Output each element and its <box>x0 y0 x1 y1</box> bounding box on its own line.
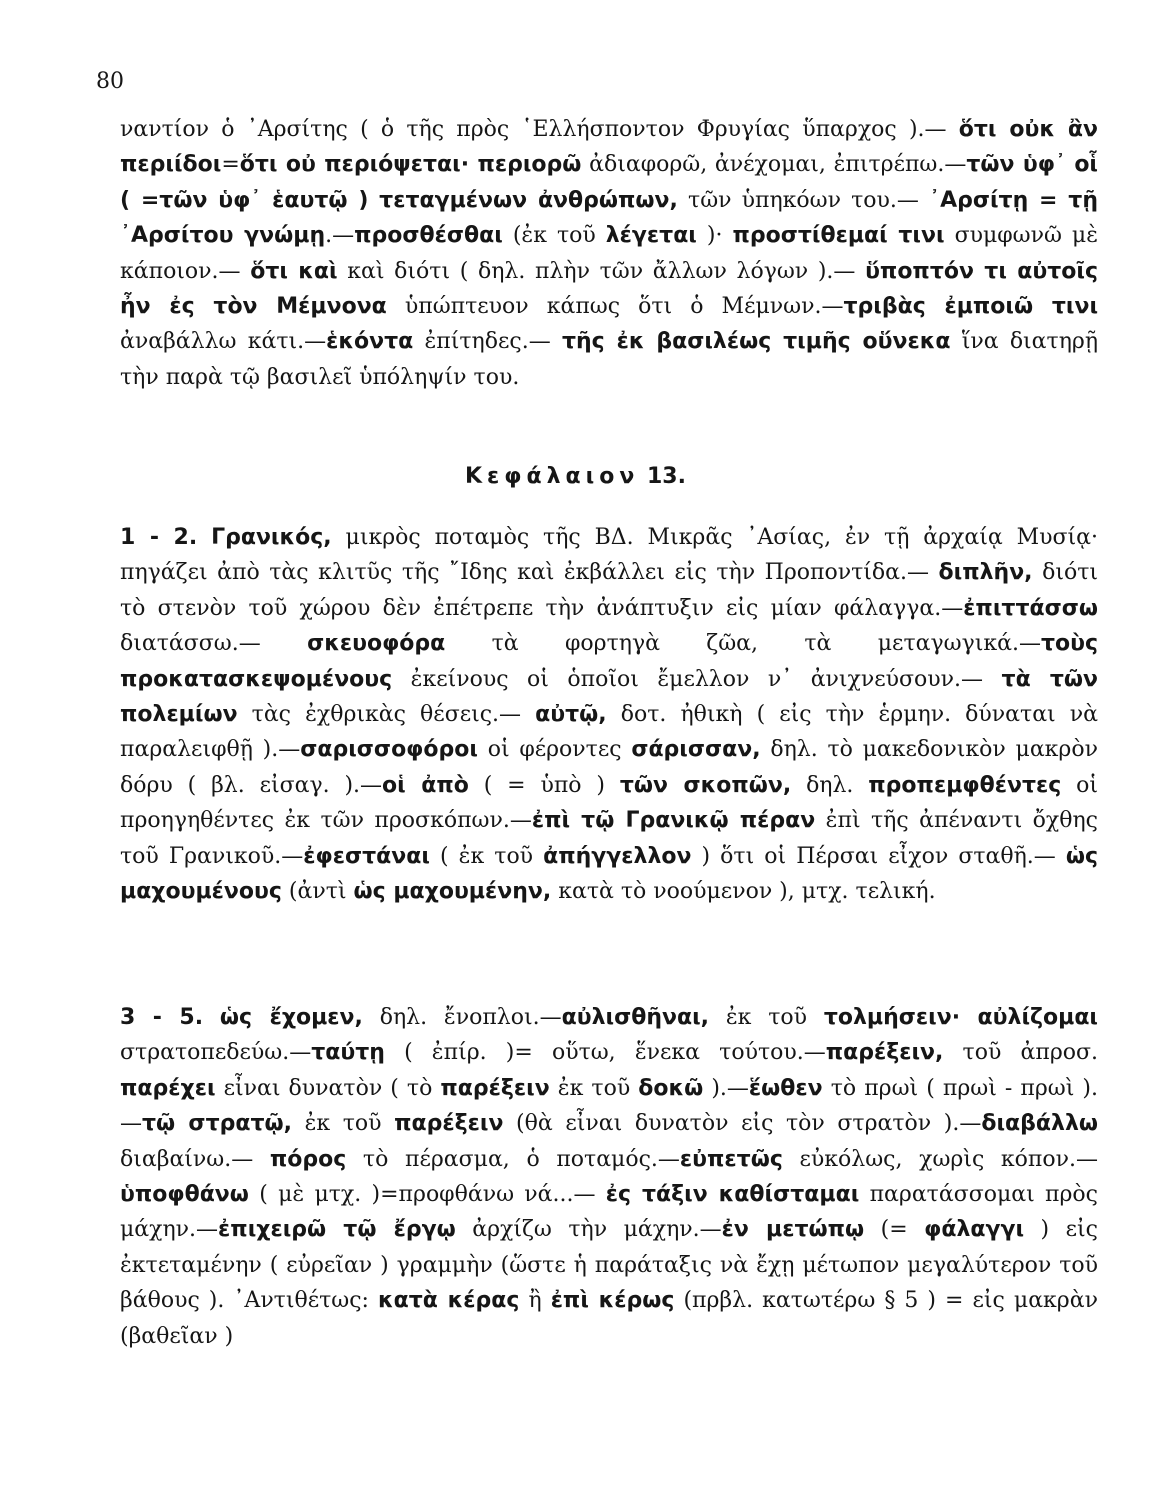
lemma: τῆς ἐκ βασιλέως τιμῆς οὕνεκα <box>561 329 951 355</box>
text: οἱ προηγηθέντες ἐκ τῶν προσκόπων.— <box>120 772 1098 834</box>
text: τῶν ὑπηκόων του.— <box>677 187 930 213</box>
lemma: ἐφεστάναι <box>303 843 430 869</box>
text: ὑπώπτευον κάπως ὅτι ὁ Μέμνων.— <box>386 294 844 320</box>
text: ἀρχίζω τὴν μάχην.— <box>455 1217 722 1243</box>
lemma: σκευοφόρα <box>307 631 446 657</box>
text: )· <box>696 223 733 249</box>
lemma: προπεμφθέντες <box>868 772 1062 798</box>
lemma: φάλαγγι <box>924 1217 1025 1243</box>
lemma: οἱ ἀπὸ <box>382 772 469 798</box>
text: κατὰ τὸ νοούμενον ), μτχ. τελική. <box>551 879 936 905</box>
lemma: εὐπετῶς <box>679 1146 783 1172</box>
lemma: σαρισσοφόροι <box>300 737 478 763</box>
text: διότι τὸ στενὸν τοῦ χώρου δὲν ἐπέτρεπε τὴν ἀνάπτυξιν εἰς μίαν φάλαγγα.— <box>120 560 1098 621</box>
text: ) εἰς ἐκτεταμένην ( εὐρεῖαν ) γραμμὴν (ὥστε ἡ παράταξις νὰ ἔχῃ μέτωπον μεγαλύτερον τοῦ βάθους ). ᾽Αντιθέτως: <box>120 1217 1098 1314</box>
text: (πρβλ. κατωτέρω § 5 ) = εἰς μακρὰν (βαθεῖαν ) <box>120 1288 1098 1349</box>
lemma: ᾽Αρσίτῃ = τῇ ᾽Αρσίτου γνώμῃ <box>120 187 1098 249</box>
text: ἀναβάλλω κάτι.— <box>120 329 327 355</box>
text: στρατοπεδεύω.— <box>120 1040 312 1066</box>
text: ).— <box>703 1075 749 1101</box>
lemma: ἀπήγγελλον <box>543 843 692 869</box>
lemma: τὰ τῶν πολεμίων <box>120 666 1098 728</box>
text: = <box>221 152 240 178</box>
text: δηλ. <box>791 772 869 798</box>
lemma: πόρος <box>269 1146 347 1172</box>
text: ἵνα διατηρῇ τὴν παρὰ τῷ βασιλεῖ ὑπόληψίν του. <box>120 329 1099 390</box>
text: παρατάσσομαι πρὸς μάχην.— <box>120 1182 1098 1243</box>
lemma: ἐπιχειρῶ τῷ ἔργῳ <box>218 1217 456 1243</box>
text: τὰ φορτηγὰ ζῶα, τὰ μεταγωγικά.— <box>445 631 1041 657</box>
lemma: διαβάλλω <box>981 1111 1098 1137</box>
text: .— <box>325 223 355 249</box>
page-number: 80 <box>96 69 124 94</box>
text: ἀδιαφορῶ, ἀνέχομαι, ἐπιτρέπω.— <box>581 152 967 178</box>
lemma: ἕωθεν <box>748 1075 823 1101</box>
text: δηλ. τὸ μακεδονικὸν μακρὸν δόρυ ( βλ. εἰσαγ. ).— <box>120 737 1098 798</box>
text: μικρὸς ποταμὸς τῆς ΒΔ. Μικρᾶς ᾽Ασίας, ἐν τῇ ἀρχαίᾳ Μυσίᾳ· πηγάζει ἀπὸ τὰς κλιτῦς τῆς ῎Ιδης καὶ ἐκβάλλει εἰς τὴν Προποντίδα.— <box>120 525 1098 586</box>
text: εὐκόλως, χωρὶς κόπον.— <box>782 1146 1098 1172</box>
lemma: ὅτι οὐκ ἂν περιίδοι <box>120 117 1098 178</box>
lemma: τολμήσειν· αὐλίζομαι <box>823 1005 1099 1030</box>
lemma: παρέξειν <box>440 1075 550 1101</box>
text: εἶναι δυνατὸν ( τὸ <box>215 1075 441 1101</box>
paragraph-sections-1-2 <box>120 520 1098 909</box>
paragraph-sections-3-5 <box>120 1000 1098 1354</box>
section-number: 1 - 2. <box>120 525 198 550</box>
text: διαβαίνω.— <box>120 1146 270 1172</box>
text: τὸ πέρασμα, ὁ ποταμός.— <box>346 1146 680 1172</box>
text <box>197 525 211 550</box>
lemma: τῷ στρατῷ, <box>142 1111 292 1137</box>
section-number: 3 - 5. <box>120 1005 204 1030</box>
text: τὰς ἐχθρικὰς θέσεις.— <box>237 702 536 728</box>
text <box>203 1005 220 1030</box>
lemma: ὡς μαχουμένην, <box>353 879 552 905</box>
lemma: ἐπιττάσσω <box>963 595 1098 621</box>
text: ἐπὶ τῆς ἀπέναντι ὄχθης τοῦ Γρανικοῦ.— <box>120 808 1098 869</box>
lemma: ὑποφθάνω <box>120 1182 249 1208</box>
text: ( ἐπίρ. )= οὕτω, ἕνεκα τούτου.— <box>384 1040 826 1066</box>
lemma: κατὰ κέρας <box>378 1288 520 1314</box>
lemma: αὐτῷ, <box>535 702 607 728</box>
text: ἐκείνους οἱ ὁποῖοι ἔμελλον ν᾽ ἀνιχνεύσουν.— <box>392 666 1002 692</box>
lemma: ἐπὶ κέρως <box>550 1288 675 1314</box>
lemma: ἐς τάξιν καθίσταμαι <box>605 1182 860 1208</box>
text: ναντίον ὁ ᾽Αρσίτης ( ὁ τῆς πρὸς ῾Ελλήσποντον Φρυγίας ὕπαρχος ).— <box>120 117 959 142</box>
lemma: παρέχει <box>120 1075 216 1101</box>
lemma: διπλῆν, <box>938 560 1033 586</box>
lemma: ἑκόντα <box>326 329 414 355</box>
lemma: προσθέσθαι <box>354 223 503 249</box>
text: συμφωνῶ μὲ κάποιον.— <box>120 223 1099 284</box>
text: (θὰ εἶναι δυνατὸν εἰς τὸν στρατὸν ).— <box>503 1111 982 1137</box>
lemma: ὡς μαχουμένους <box>120 843 1099 905</box>
text: οἱ φέροντες <box>477 737 632 763</box>
chapter-heading-number: 13. <box>647 464 686 489</box>
text: τὸ πρωὶ ( πρωὶ - πρωὶ ).— <box>120 1075 1099 1137</box>
text: (= <box>864 1217 925 1243</box>
text: ( = ὑπὸ ) <box>468 772 620 798</box>
text: ) ὅτι οἱ Πέρσαι εἶχον σταθῆ.— <box>691 843 1066 869</box>
text: ( ἐκ τοῦ <box>429 843 544 869</box>
text: ἐκ τοῦ <box>291 1111 395 1137</box>
lemma: ὅτι καὶ <box>250 258 338 284</box>
text: καὶ διότι ( δηλ. πλὴν τῶν ἄλλων λόγων ).— <box>337 258 866 284</box>
lemma: ἐν μετώπῳ <box>721 1217 865 1243</box>
text: ἐκ τοῦ <box>549 1075 639 1101</box>
lemma: ἐπὶ τῷ Γρανικῷ πέραν <box>531 808 816 834</box>
lemma: τριβὰς ἐμποιῶ τινι <box>843 294 1099 320</box>
text: διατάσσω.— <box>120 631 308 657</box>
lemma: σάρισσαν, <box>631 737 761 763</box>
lemma: λέγεται <box>605 223 697 249</box>
paragraph-commentary-continued <box>120 112 1098 395</box>
text: ( μὲ μτχ. )=προφθάνω νά...— <box>248 1182 606 1208</box>
chapter-heading <box>0 462 1151 492</box>
lemma: τοὺς προκατασκεψομένους <box>120 631 1099 692</box>
lemma: ταύτῃ <box>311 1040 385 1066</box>
lemma: ὕποπτόν τι αὐτοῖς ἦν ἐς τὸν Μέμνονα <box>120 258 1098 320</box>
text: τοῦ ἀπροσ. <box>943 1040 1099 1066</box>
text: ἢ <box>519 1288 551 1314</box>
lemma: παρέξειν <box>394 1111 504 1137</box>
lemma: τῶν σκοπῶν, <box>619 772 792 798</box>
text: (ἀντὶ <box>281 879 354 905</box>
text: ἐπίτηδες.— <box>413 329 562 355</box>
text: (ἐκ τοῦ <box>502 223 606 249</box>
lemma: ὡς ἔχομεν, <box>219 1005 363 1030</box>
text: δηλ. ἔνοπλοι.— <box>362 1005 562 1030</box>
text: ἐκ τοῦ <box>709 1005 824 1030</box>
lemma: δοκῶ <box>638 1075 704 1101</box>
lemma: παρέξειν, <box>825 1040 944 1066</box>
lemma: προστίθεμαί τινι <box>732 223 945 249</box>
lemma: τῶν ὑφ᾽ οἷ ( =τῶν ὑφ᾽ ἑαυτῷ ) τεταγμένων ἀνθρώπων, <box>120 152 1099 213</box>
lemma: αὐλισθῆναι, <box>561 1005 710 1030</box>
lemma: Γρανικός, <box>211 525 332 550</box>
lemma: ὅτι οὐ περιόψεται· περιορῶ <box>239 152 582 178</box>
text: δοτ. ἠθικὴ ( εἰς τὴν ἑρμην. δύναται νὰ παραλειφθῇ ).— <box>120 702 1098 763</box>
chapter-heading-word: Κεφάλαιον <box>465 464 640 489</box>
